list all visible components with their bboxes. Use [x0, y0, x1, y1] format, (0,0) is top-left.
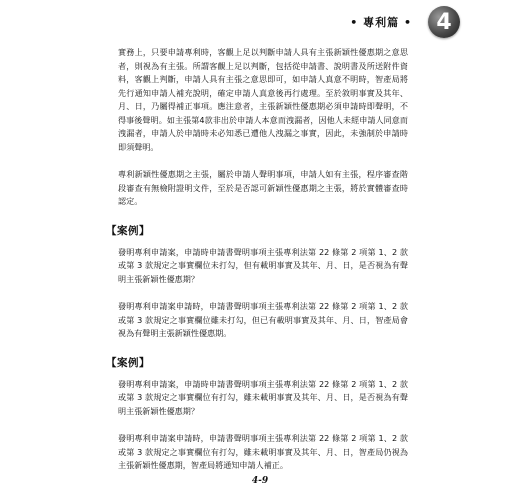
case-heading: 【案例】 [106, 356, 150, 369]
case-answer: 發明專利申請案申請時，申請書聲明事項主張專利法第 22 條第 2 項第 1、2 款或第 3 款規定之事實欄位有打勾，雖未載明事實及其年、月、日，智產局仍視為主張新穎性優惠期，智產局將通知申請人補正。 [118, 433, 408, 470]
running-header [350, 6, 420, 38]
page-content [106, 46, 408, 487]
body-paragraph: 實務上，只要申請專利時，客觀上足以判斷申請人具有主張新穎性優惠期之意思者，則視為有主張。所謂客觀上足以判斷，包括從申請書、說明書及所送附件資料，客觀上判斷，申請人具有主張之意思即可，如申請人真意不明時，智產局將先行通知申請人補充說明，確定申請人真意後再行處理。至於敘明事實及其年、月、日，乃屬得補正事項。應注意者，主張新穎性優惠期必須申請時即聲明，不得事後聲明。如主張第4款非出於申請人本意而洩漏者，因他人未經申請人同意而洩漏者，申請人於申請時未必知悉已遭他人洩漏之事實，因此，未強制於申請時即須聲明。 [118, 47, 408, 152]
case-question: 發明專利申請案，申請時申請書聲明事項主張專利法第 22 條第 2 項第 1、2 款或第 3 款規定之事實欄位未打勾，但有載明事實及其年、月、日，是否視為有聲明主張新穎性優惠期？ [118, 246, 408, 284]
case-question: 發明專利申請案，申請時申請書聲明事項主張專利法第 22 條第 2 項第 1、2 款或第 3 款規定之事實欄位有打勾，雖未載明事實及其年、月、日，是否視為有聲明主張新穎性優惠期？ [118, 378, 408, 416]
section-label: • 專利篇 • [350, 16, 412, 29]
page-number: 4-9 [251, 476, 269, 486]
case-answer: 發明專利申請案申請時，申請書聲明事項主張專利法第 22 條第 2 項第 1、2 款或第 3 款規定之事實欄位雖未打勾，但已有載明事實及其年、月、日，智產局會視為有聲明主張新穎性優惠期。 [118, 301, 408, 338]
body-paragraph: 專利新穎性優惠期之主張，屬於申請人聲明事項，申請人如有主張，程序審查階段審查有無檢附證明文件，至於是否認可新穎性優惠期之主張，將於實體審查時認定。 [118, 169, 408, 206]
case-heading: 【案例】 [106, 224, 150, 237]
chapter-badge: 4 [428, 6, 460, 38]
